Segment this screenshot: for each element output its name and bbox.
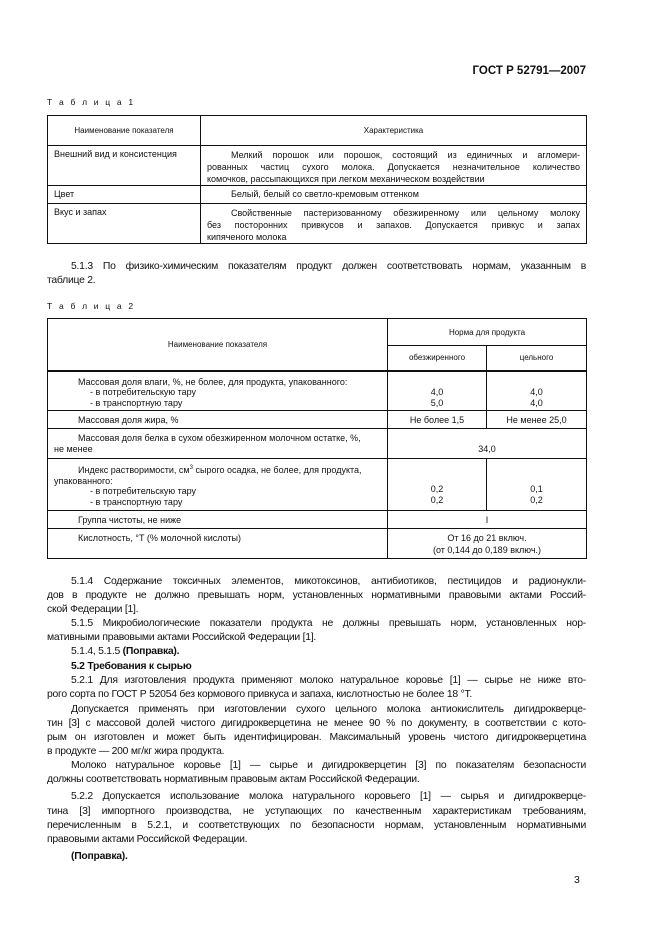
superscript: 3 [189,465,193,471]
body-text [47,575,586,864]
text: сырого осадка, не более, для продукта, [192,465,362,475]
paragraph-5-1-5 [47,617,586,645]
cell-line: не менее [54,444,93,454]
text-line: дов в продукте не должно превышать норм, установленных нормативными правовыми актами Россий- [47,590,586,602]
table2-header-norm: Норма для продукта [388,319,587,346]
cell-line: - в транспортную тару [90,496,183,507]
table-row [48,511,587,529]
row-name: Внешний вид и консистенция [48,146,201,186]
cell-value: 4,0 [530,387,543,397]
cell-line: без посторонних привкусов и запахов. Допускается привкус и запах [207,220,580,230]
cell-line: рованных частиц сухого молока. Допускается незначительное количество [207,162,580,172]
row-name: Кислотность, °Т (% молочной кислоты) [78,533,241,543]
amendment-ref: 5.1.4, 5.1.5 [71,646,123,658]
table-row [48,204,587,244]
table1-caption: Т а б л и ц а 1 [47,97,136,107]
text-line: 5.1.5 Микробиологические показатели продукта не должны превышать норм, установленных нор- [71,618,586,630]
cell-value: Не более 1,5 [409,414,465,425]
page-number: 3 [574,874,580,886]
table1-header-name: Наименование показателя [48,116,201,146]
cell-value: Не менее 25,0 [506,414,567,425]
cell-line: - в транспортную тару [90,397,183,408]
paragraph-5-1-4 [47,575,586,617]
paragraph-antioxidant [47,703,586,759]
paragraph-milk-safety [47,759,586,787]
text-line: таблице 2. [47,275,96,286]
amendment-label: (Поправка). [122,646,180,658]
cell-line: комочков, рассыпающихся при легком механическом воздействии [207,174,485,184]
text-line: перечисленным в 5.2.1, и соответствующих по безопасности нормам, установленным нормативными [47,819,586,831]
cell-value: 4,0 [430,387,444,397]
amendment-note-2: (Поправка). [71,850,128,862]
text-line: тин [3] с массовой долей чистого дигидрокверцетина не менее 90 % по документу, в соответствии с кото- [47,717,586,729]
table-row [48,529,587,559]
cell-line: От 16 до 21 включ. [447,533,527,543]
table2-header-name: Наименование показателя [48,319,388,371]
text-line: правовыми актами Российской Федерации. [47,833,248,845]
table-row [48,371,587,411]
cell-value: 0,1 [530,484,543,494]
text-line: рым он изготовлен и может быть идентифицирован. Максимальный уровень чистого дигидрокверцетина [47,732,586,744]
cell-line: - в потребительскую тару [90,486,197,496]
text-line: Молоко натуральное коровье [1] — сырье и дигидрокверцетин [3] по показателям безопасности [71,760,586,772]
text-line: мативными правовыми актами Российской Федерации [1]. [47,632,317,644]
row-name: Группа чистоты, не ниже [78,514,182,525]
cell-line: - в потребительскую тару [90,387,197,397]
table2 [47,318,587,559]
amendment-note [47,645,586,659]
table1 [47,115,587,244]
row-name: Вкус и запах [48,204,201,244]
section-heading-5-2: 5.2 Требования к сырью [71,660,192,672]
cell-line: Массовая доля белка в сухом обезжиренном молочном остатке, %, [78,433,361,443]
cell-line: Массовая доля влаги, %, не более, для продукта, упакованного: [78,376,348,387]
table1-header-characteristic: Характеристика [201,116,587,146]
text-line: должны соответствовать нормативным правовым актам Российской Федерации. [47,774,420,786]
text-line: 5.1.4 Содержание токсичных элементов, микотоксинов, антибиотиков, пестицидов и радионукли- [71,576,586,587]
text-line: 5.2.2 Допускается использование молока натурального коровьего [1] — сырья и дигидрокверце- [71,791,586,803]
cell-line: Свойственные пастеризованному обезжиренному или цельному молоку [231,208,580,218]
cell-value: 4,0 [530,397,543,408]
table-row [48,411,587,429]
paragraph-5-2-1 [47,674,586,702]
table-row [48,186,587,204]
cell-value: 0,2 [530,494,543,505]
table2-header-skim: обезжиренного [388,346,487,371]
table2-caption: Т а б л и ц а 2 [47,301,136,311]
text-line: тина [3] импортного производства, не уступающих по качественным характеристикам требованиям, [47,805,586,817]
text-line: Допускается применять при изготовлении сухого цельного молока антиокислитель дигидрокверце- [71,703,586,715]
table2-header-whole: цельного [487,346,587,371]
cell-line: упакованного: [54,475,113,486]
cell-value: 34,0 [478,444,496,454]
row-name: Цвет [48,186,201,204]
cell-value: 5,0 [430,397,444,408]
cell-value: I [485,514,489,525]
cell-line: (от 0,144 до 0,189 включ.) [432,545,542,555]
row-name: Массовая доля жира, % [78,414,179,425]
paragraph-5-1-3 [47,260,586,288]
text-line: ской Федерации [1]. [47,604,139,616]
table-row [48,146,587,186]
cell-value: 0,2 [430,484,444,494]
paragraph-5-2-2 [47,790,586,846]
cell-line: кипяченого молока [207,232,287,242]
cell-line: Мелкий порошок или порошок, состоящий из единичных и агломери- [231,150,580,160]
table-row [48,429,587,459]
cell-line [54,463,381,476]
text: Индекс растворимости, см [78,465,190,475]
cell-value: 0,2 [430,494,444,505]
cell-line: Белый, белый со светло-кремовым оттенком [231,189,419,199]
text-line: в продукте — 200 мг/кг жира продукта. [47,746,225,758]
text-line: рого сорта по ГОСТ Р 52054 без кормового привкуса и запаха, кислотностью не более 18 °Т. [47,688,473,700]
text-line: 5.1.3 По физико-химическим показателям продукт должен соответствовать нормам, указанным в [71,261,586,272]
text-line: 5.2.1 Для изготовления продукта применяют молоко натуральное коровье [1] — сырье не ниже вто- [71,674,586,686]
table-row [48,459,587,511]
standard-number: ГОСТ Р 52791—2007 [472,65,586,77]
